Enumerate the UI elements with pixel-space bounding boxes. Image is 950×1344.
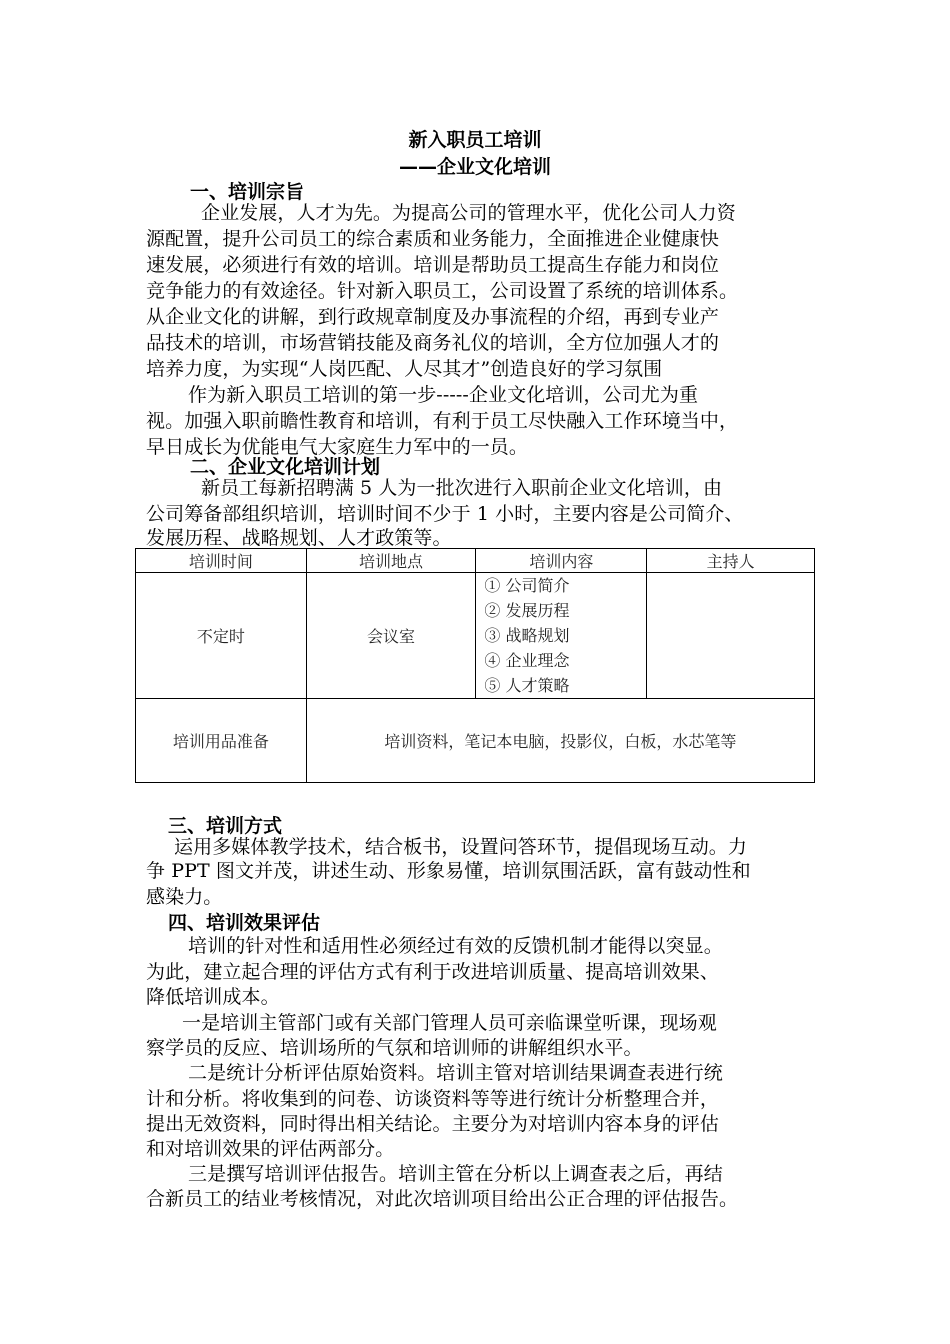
paragraph-line: 源配置，提升公司员工的综合素质和业务能力，全面推进企业健康快	[146, 228, 720, 250]
paragraph-line: 二是统计分析评估原始资料。培训主管对培训结果调查表进行统	[188, 1062, 723, 1084]
paragraph-line: 速发展，必须进行有效的培训。培训是帮助员工提高生存能力和岗位	[146, 254, 720, 276]
content-item: ⑤ 人才策略	[484, 676, 570, 695]
paragraph-line: 和对培训效果的评估两部分。	[146, 1138, 395, 1160]
training-plan-table	[135, 548, 815, 783]
header-cell-content: 培训内容	[476, 549, 647, 573]
paragraph-line: 降低培训成本。	[146, 986, 280, 1008]
table-row	[136, 699, 815, 783]
header-cell-time: 培训时间	[136, 549, 307, 573]
time-cell: 不定时	[136, 573, 307, 699]
paragraph-line: 计和分析。将收集到的问卷、访谈资料等等进行统计分析整理合并，	[146, 1088, 720, 1110]
paragraph-line: 合新员工的结业考核情况，对此次培训项目给出公正合理的评估报告。	[146, 1188, 739, 1210]
section-heading-1: 一、培训宗旨	[190, 181, 305, 203]
supplies-label-cell: 培训用品准备	[136, 699, 307, 783]
paragraph-line: 运用多媒体教学技术，结合板书，设置问答环节，提倡现场互动。力	[174, 836, 748, 858]
section-heading-4: 四、培训效果评估	[168, 912, 321, 934]
document-title: 新入职员工培训	[408, 129, 542, 151]
table-row	[136, 573, 815, 699]
section-heading-3: 三、培训方式	[168, 815, 283, 837]
header-cell-host: 主持人	[647, 549, 815, 573]
paragraph-line: 感染力。	[146, 886, 223, 908]
paragraph-line: 视。加强入职前瞻性教育和培训，有利于员工尽快融入工作环境当中，	[146, 410, 739, 432]
section-heading-2: 二、企业文化培训计划	[190, 456, 381, 478]
paragraph-line: 为此，建立起合理的评估方式有利于改进培训质量、提高培训效果、	[146, 961, 720, 983]
content-item: ① 公司简介	[484, 576, 570, 595]
supplies-value-cell: 培训资料，笔记本电脑，投影仪，白板，水芯笔等	[306, 699, 814, 783]
paragraph-line: 从企业文化的讲解，到行政规章制度及办事流程的介绍，再到专业产	[146, 306, 720, 328]
paragraph-line: 作为新入职员工培训的第一步-----企业文化培训，公司尤为重	[188, 384, 699, 406]
paragraph-line: 公司筹备部组织培训，培训时间不少于 1 小时，主要内容是公司简介、	[146, 503, 744, 525]
paragraph-line: 品技术的培训，市场营销技能及商务礼仪的培训，全方位加强人才的	[146, 332, 720, 354]
content-item: ③ 战略规划	[484, 626, 570, 645]
paragraph-line: 竞争能力的有效途径。针对新入职员工，公司设置了系统的培训体系。	[146, 280, 739, 302]
content-cell	[476, 573, 647, 699]
paragraph-line: 一是培训主管部门或有关部门管理人员可亲临课堂听课，现场观	[182, 1012, 717, 1034]
paragraph-line: 察学员的反应、培训场所的气氛和培训师的讲解组织水平。	[146, 1037, 643, 1059]
content-item: ② 发展历程	[484, 601, 570, 620]
paragraph-line: 提出无效资料，同时得出相关结论。主要分为对培训内容本身的评估	[146, 1113, 720, 1135]
document-subtitle: ——企业文化培训	[398, 156, 551, 178]
location-cell: 会议室	[306, 573, 476, 699]
content-item: ④ 企业理念	[484, 651, 570, 670]
paragraph-line: 三是撰写培训评估报告。培训主管在分析以上调查表之后，再结	[188, 1163, 723, 1185]
paragraph-line: 企业发展，人才为先。为提高公司的管理水平，优化公司人力资	[201, 202, 736, 224]
host-cell	[647, 573, 815, 699]
paragraph-line: 发展历程、战略规划、人才政策等。	[146, 527, 452, 549]
table-header-row	[136, 549, 815, 573]
paragraph-line: 早日成长为优能电气大家庭生力军中的一员。	[146, 436, 529, 458]
header-cell-location: 培训地点	[306, 549, 476, 573]
paragraph-line: 新员工每新招聘满 5 人为一批次进行入职前企业文化培训，由	[201, 477, 723, 499]
paragraph-line: 争 PPT 图文并茂，讲述生动、形象易懂，培训氛围活跃，富有鼓动性和	[146, 860, 751, 882]
paragraph-line: 培训的针对性和适用性必须经过有效的反馈机制才能得以突显。	[188, 935, 723, 957]
paragraph-line: 培养力度，为实现“人岗匹配、人尽其才”创造良好的学习氛围	[146, 358, 663, 380]
